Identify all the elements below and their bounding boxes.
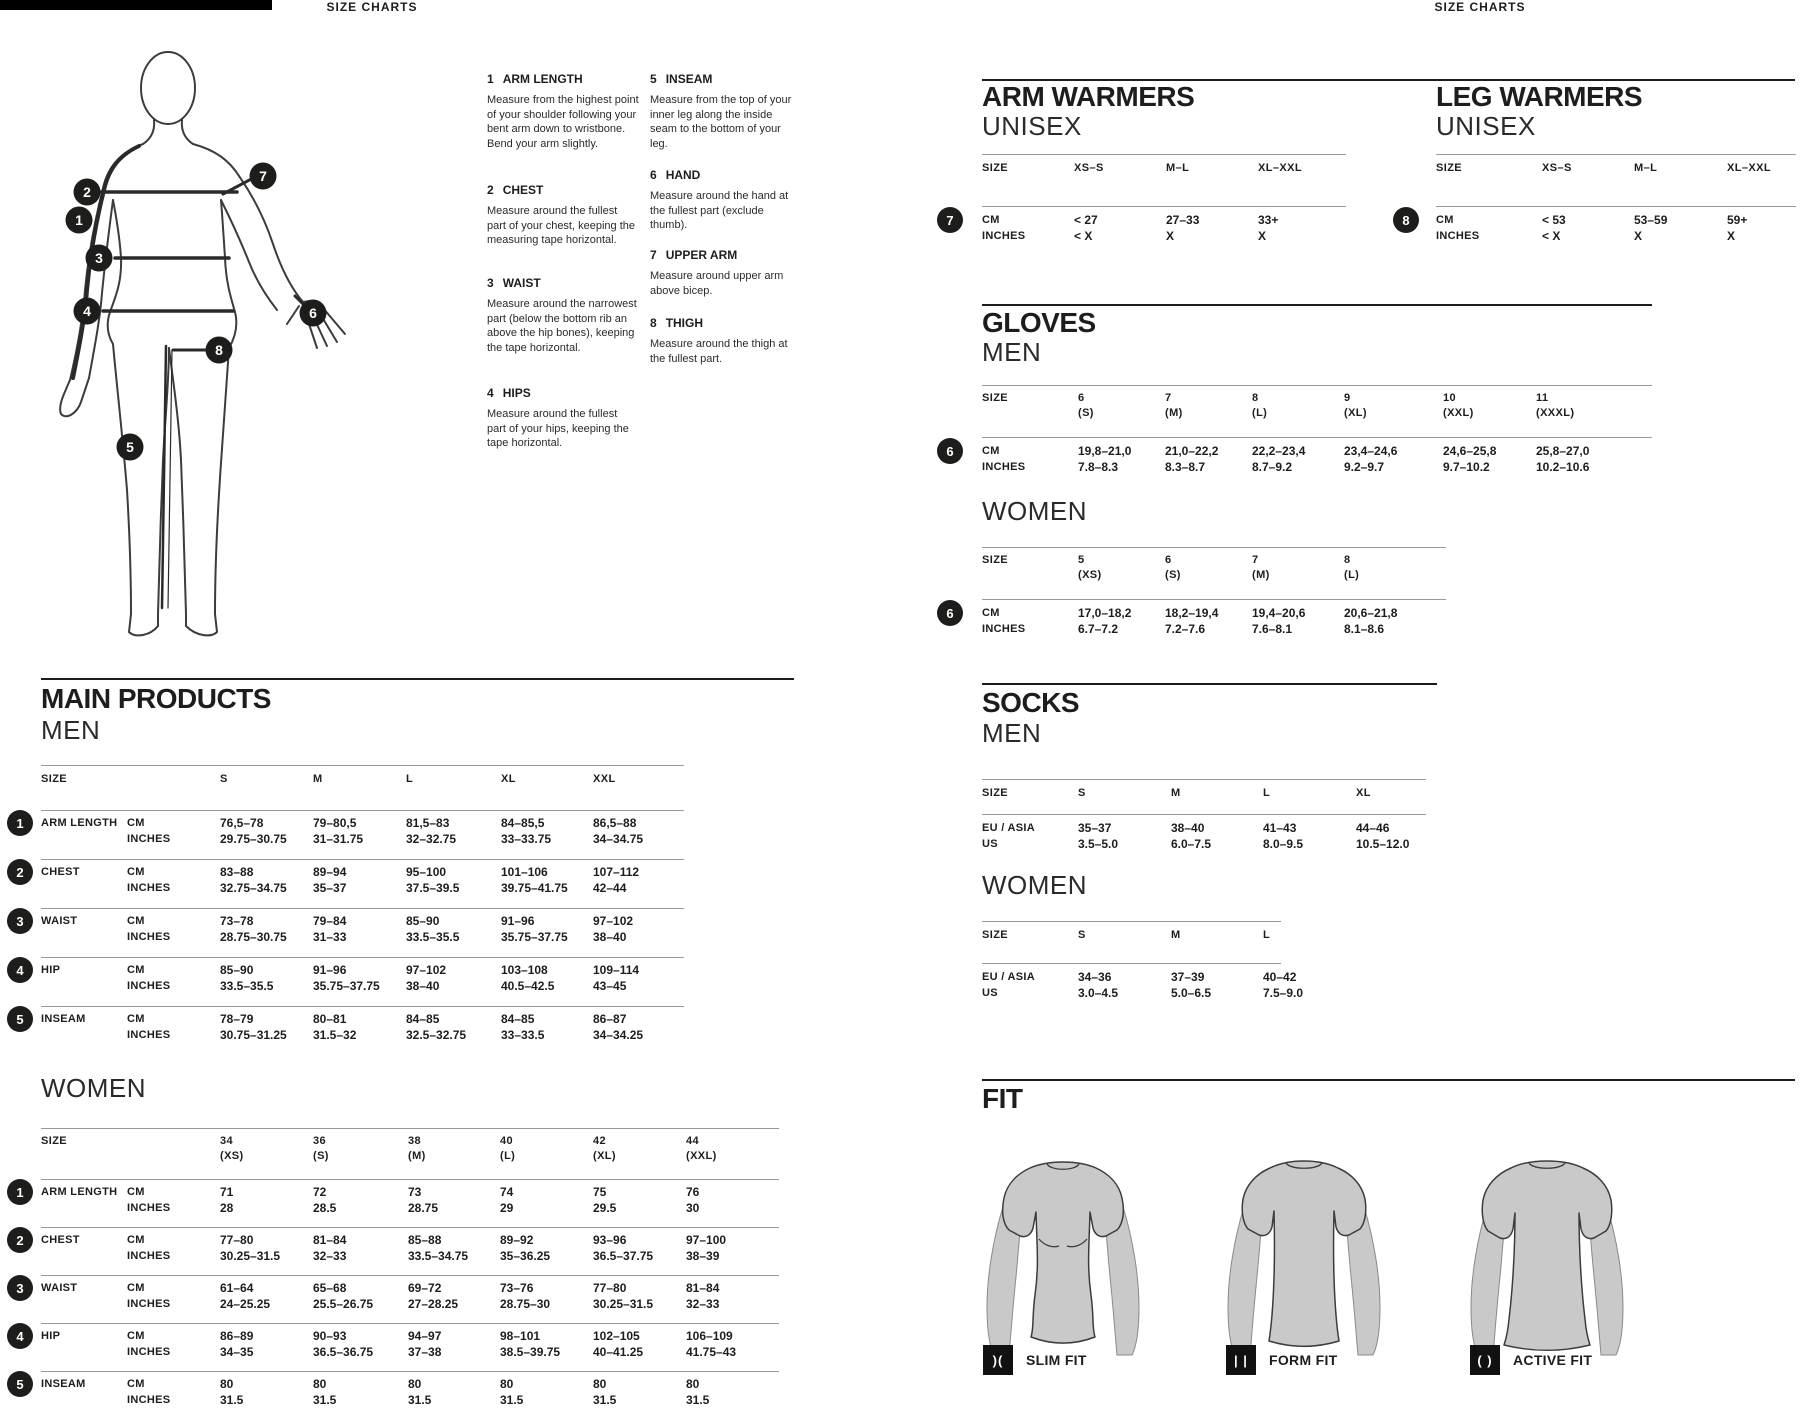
table-row: CM INCHES < 27 < X 27–33 X 33+ X (982, 213, 1279, 243)
fit-title: FIT (982, 1083, 1023, 1114)
table-row-arm-length: ARM LENGTH CM INCHES 71 28 72 28.5 73 28.75 74 29 75 29.5 76 30 (41, 1180, 779, 1228)
guide-inseam: 5 INSEAM Measure from the top of your inner leg along the inside seam to the bottom of your leg. (650, 72, 792, 150)
active-fit-icon: ( ) (1470, 1345, 1500, 1375)
svg-text:6: 6 (309, 305, 317, 321)
row-marker-8: 8 (1393, 207, 1419, 233)
row-marker-5: 5 (7, 1006, 33, 1032)
page-header-right: SIZE CHARTS (1434, 0, 1526, 14)
row-marker-4: 4 (7, 957, 33, 983)
row-marker-6: 6 (937, 438, 963, 464)
svg-text:1: 1 (75, 212, 83, 228)
gloves-title: GLOVES (982, 307, 1096, 338)
table-header-row: SIZE S M L XL XXL (41, 765, 684, 811)
form-fit-label: FORM FIT (1269, 1352, 1338, 1368)
leg-warmers-title: LEG WARMERS (1436, 81, 1643, 112)
socks-men-subtitle: MEN (982, 718, 1042, 748)
table-row-inseam: INSEAM CM INCHES 80 31.5 80 31.5 80 31.5 80 31.5 80 31.5 80 31.5 (41, 1377, 710, 1407)
row-marker-7: 7 (937, 207, 963, 233)
main-products-title: MAIN PRODUCTS (41, 683, 271, 714)
gloves-men-subtitle: MEN (982, 337, 1042, 367)
guide-upper-arm: 7 UPPER ARM Measure around upper arm above bicep. (650, 248, 784, 297)
svg-text:5: 5 (126, 439, 134, 455)
svg-text:3: 3 (95, 250, 103, 266)
arm-warmers-table (982, 154, 1346, 244)
table-row: EU / ASIA US 35–37 3.5–5.0 38–40 6.0–7.5 41–43 8.0–9.5 44–46 10.5–12.0 (982, 821, 1410, 851)
main-products-women-subtitle: WOMEN (41, 1073, 147, 1103)
main-products-women-table (41, 1128, 779, 1419)
table-header-row: SIZE 6 (S) 7 (M) 8 (L) 9 (XL) 10 (XXL) 11 (XXXL) (982, 385, 1652, 438)
row-marker-2: 2 (7, 1227, 33, 1253)
page-header-left: SIZE CHARTS (326, 0, 418, 14)
socks-title: SOCKS (982, 687, 1080, 718)
guide-arm-length: 1 ARM LENGTH Measure from the highest point of your shoulder following your bent arm down to wristbone. Bend your arm slightly. (487, 72, 639, 150)
guide-thigh: 8 THIGH Measure around the thigh at the fullest part. (650, 316, 788, 365)
main-products-men-subtitle: MEN (41, 715, 101, 745)
guide-hips: 4 HIPS Measure around the fullest part of your hips, keeping the tape horizontal. (487, 386, 629, 449)
row-marker-3: 3 (7, 1275, 33, 1301)
guide-waist: 3 WAIST Measure around the narrowest part (below the bottom rib an above the hip bones), keeping the tape horizontal. (487, 276, 637, 354)
slim-fit-label: SLIM FIT (1026, 1352, 1087, 1368)
socks-women-table (982, 921, 1304, 1001)
row-marker-4: 4 (7, 1323, 33, 1349)
table-row-chest: CHEST CM INCHES 83–88 32.75–34.75 89–94 35–37 95–100 37.5–39.5 101–106 39.75–41.75 107–112 42–44 (41, 860, 684, 909)
form-fit-illustration (1214, 1155, 1394, 1365)
fit-legend-slim (983, 1345, 1087, 1375)
fit-legend-form (1226, 1345, 1338, 1375)
table-row-inseam: INSEAM CM INCHES 78–79 30.75–31.25 80–81 31.5–32 84–85 32.5–32.75 84–85 33–33.5 86–87 34–34.25 (41, 1012, 644, 1042)
guide-chest: 2 CHEST Measure around the fullest part of your chest, keeping the measuring tape horizontal. (487, 183, 635, 246)
table-header-row: SIZE XS–S M–L XL–XXL (1436, 154, 1796, 207)
svg-text:2: 2 (83, 184, 91, 200)
form-fit-icon: | | (1226, 1345, 1256, 1375)
row-marker-5: 5 (7, 1371, 33, 1397)
leg-warmers-table (1436, 154, 1796, 244)
table-header-row: SIZE 34 (XS) 36 (S) 38 (M) 40 (L) 42 (XL) 44 (XXL) (41, 1128, 779, 1180)
svg-text:4: 4 (83, 303, 91, 319)
table-header-row: SIZE S M L XL (982, 779, 1426, 815)
svg-text:7: 7 (259, 168, 267, 184)
section-rule-fit (982, 1079, 1795, 1081)
socks-women-subtitle: WOMEN (982, 870, 1088, 900)
section-rule-gloves (982, 304, 1652, 306)
row-marker-1: 1 (7, 810, 33, 836)
section-rule-main-products (41, 678, 794, 680)
active-fit-illustration (1457, 1155, 1637, 1365)
table-row-chest: CHEST CM INCHES 77–80 30.25–31.5 81–84 32–33 85–88 33.5–34.75 89–92 35–36.25 93–96 36.5–37.75 97–100 38–39 (41, 1228, 779, 1276)
socks-men-table (982, 779, 1426, 852)
main-products-men-table (41, 765, 684, 1055)
page-edge-bar (0, 0, 272, 10)
table-row-waist: WAIST CM INCHES 61–64 24–25.25 65–68 25.5–26.75 69–72 27–28.25 73–76 28.75–30 77–80 30.25–31.5 81–84 32–33 (41, 1276, 779, 1324)
row-marker-2: 2 (7, 859, 33, 885)
table-header-row: SIZE 5 (XS) 6 (S) 7 (M) 8 (L) (982, 547, 1446, 600)
arm-warmers-subtitle: UNISEX (982, 111, 1082, 141)
row-marker-3: 3 (7, 908, 33, 934)
table-row-hip: HIP CM INCHES 86–89 34–35 90–93 36.5–36.75 94–97 37–38 98–101 38.5–39.75 102–105 40–41.25 106–109 41.75–43 (41, 1324, 779, 1372)
table-row: EU / ASIA US 34–36 3.0–4.5 37–39 5.0–6.5 40–42 7.5–9.0 (982, 970, 1304, 1000)
fit-legend-active (1470, 1345, 1592, 1375)
gloves-women-subtitle: WOMEN (982, 496, 1088, 526)
slim-fit-illustration (973, 1155, 1153, 1365)
section-rule-socks (982, 683, 1437, 685)
svg-text:8: 8 (215, 342, 223, 358)
table-row: CM INCHES < 53 < X 53–59 X 59+ X (1436, 213, 1748, 243)
table-row: CM INCHES 19,8–21,0 7.8–8.3 21,0–22,2 8.3–8.7 22,2–23,4 8.7–9.2 23,4–24,6 9.2–9.7 24,6–25,8 9.7–10.2 25,8–27,0 10.2–10.6 (982, 444, 1590, 474)
row-marker-1: 1 (7, 1179, 33, 1205)
gloves-women-table (982, 547, 1446, 637)
body-measurement-figure (23, 48, 383, 648)
table-row-hip: HIP CM INCHES 85–90 33.5–35.5 91–96 35.75–37.75 97–102 38–40 103–108 40.5–42.5 109–114 43–45 (41, 958, 684, 1007)
slim-fit-icon: )( (983, 1345, 1013, 1375)
gloves-men-table (982, 385, 1652, 475)
body-outline (60, 52, 345, 635)
table-row-arm-length: ARM LENGTH CM INCHES 76,5–78 29.75–30.75 79–80,5 31–31.75 81,5–83 32–32.75 84–85,5 33–33.75 86,5–88 34–34.75 (41, 811, 684, 860)
table-header-row: SIZE XS–S M–L XL–XXL (982, 154, 1346, 207)
guide-hand: 6 HAND Measure around the hand at the fullest part (exclude thumb). (650, 168, 789, 231)
measurement-lines (73, 146, 311, 608)
table-row-waist: WAIST CM INCHES 73–78 28.75–30.75 79–84 31–33 85–90 33.5–35.5 91–96 35.75–37.75 97–102 38–40 (41, 909, 684, 958)
row-marker-6: 6 (937, 600, 963, 626)
arm-warmers-title: ARM WARMERS (982, 81, 1195, 112)
table-header-row: SIZE S M L (982, 921, 1281, 964)
leg-warmers-subtitle: UNISEX (1436, 111, 1536, 141)
table-row: CM INCHES 17,0–18,2 6.7–7.2 18,2–19,4 7.2–7.6 19,4–20,6 7.6–8.1 20,6–21,8 8.1–8.6 (982, 606, 1398, 636)
active-fit-label: ACTIVE FIT (1513, 1352, 1593, 1368)
